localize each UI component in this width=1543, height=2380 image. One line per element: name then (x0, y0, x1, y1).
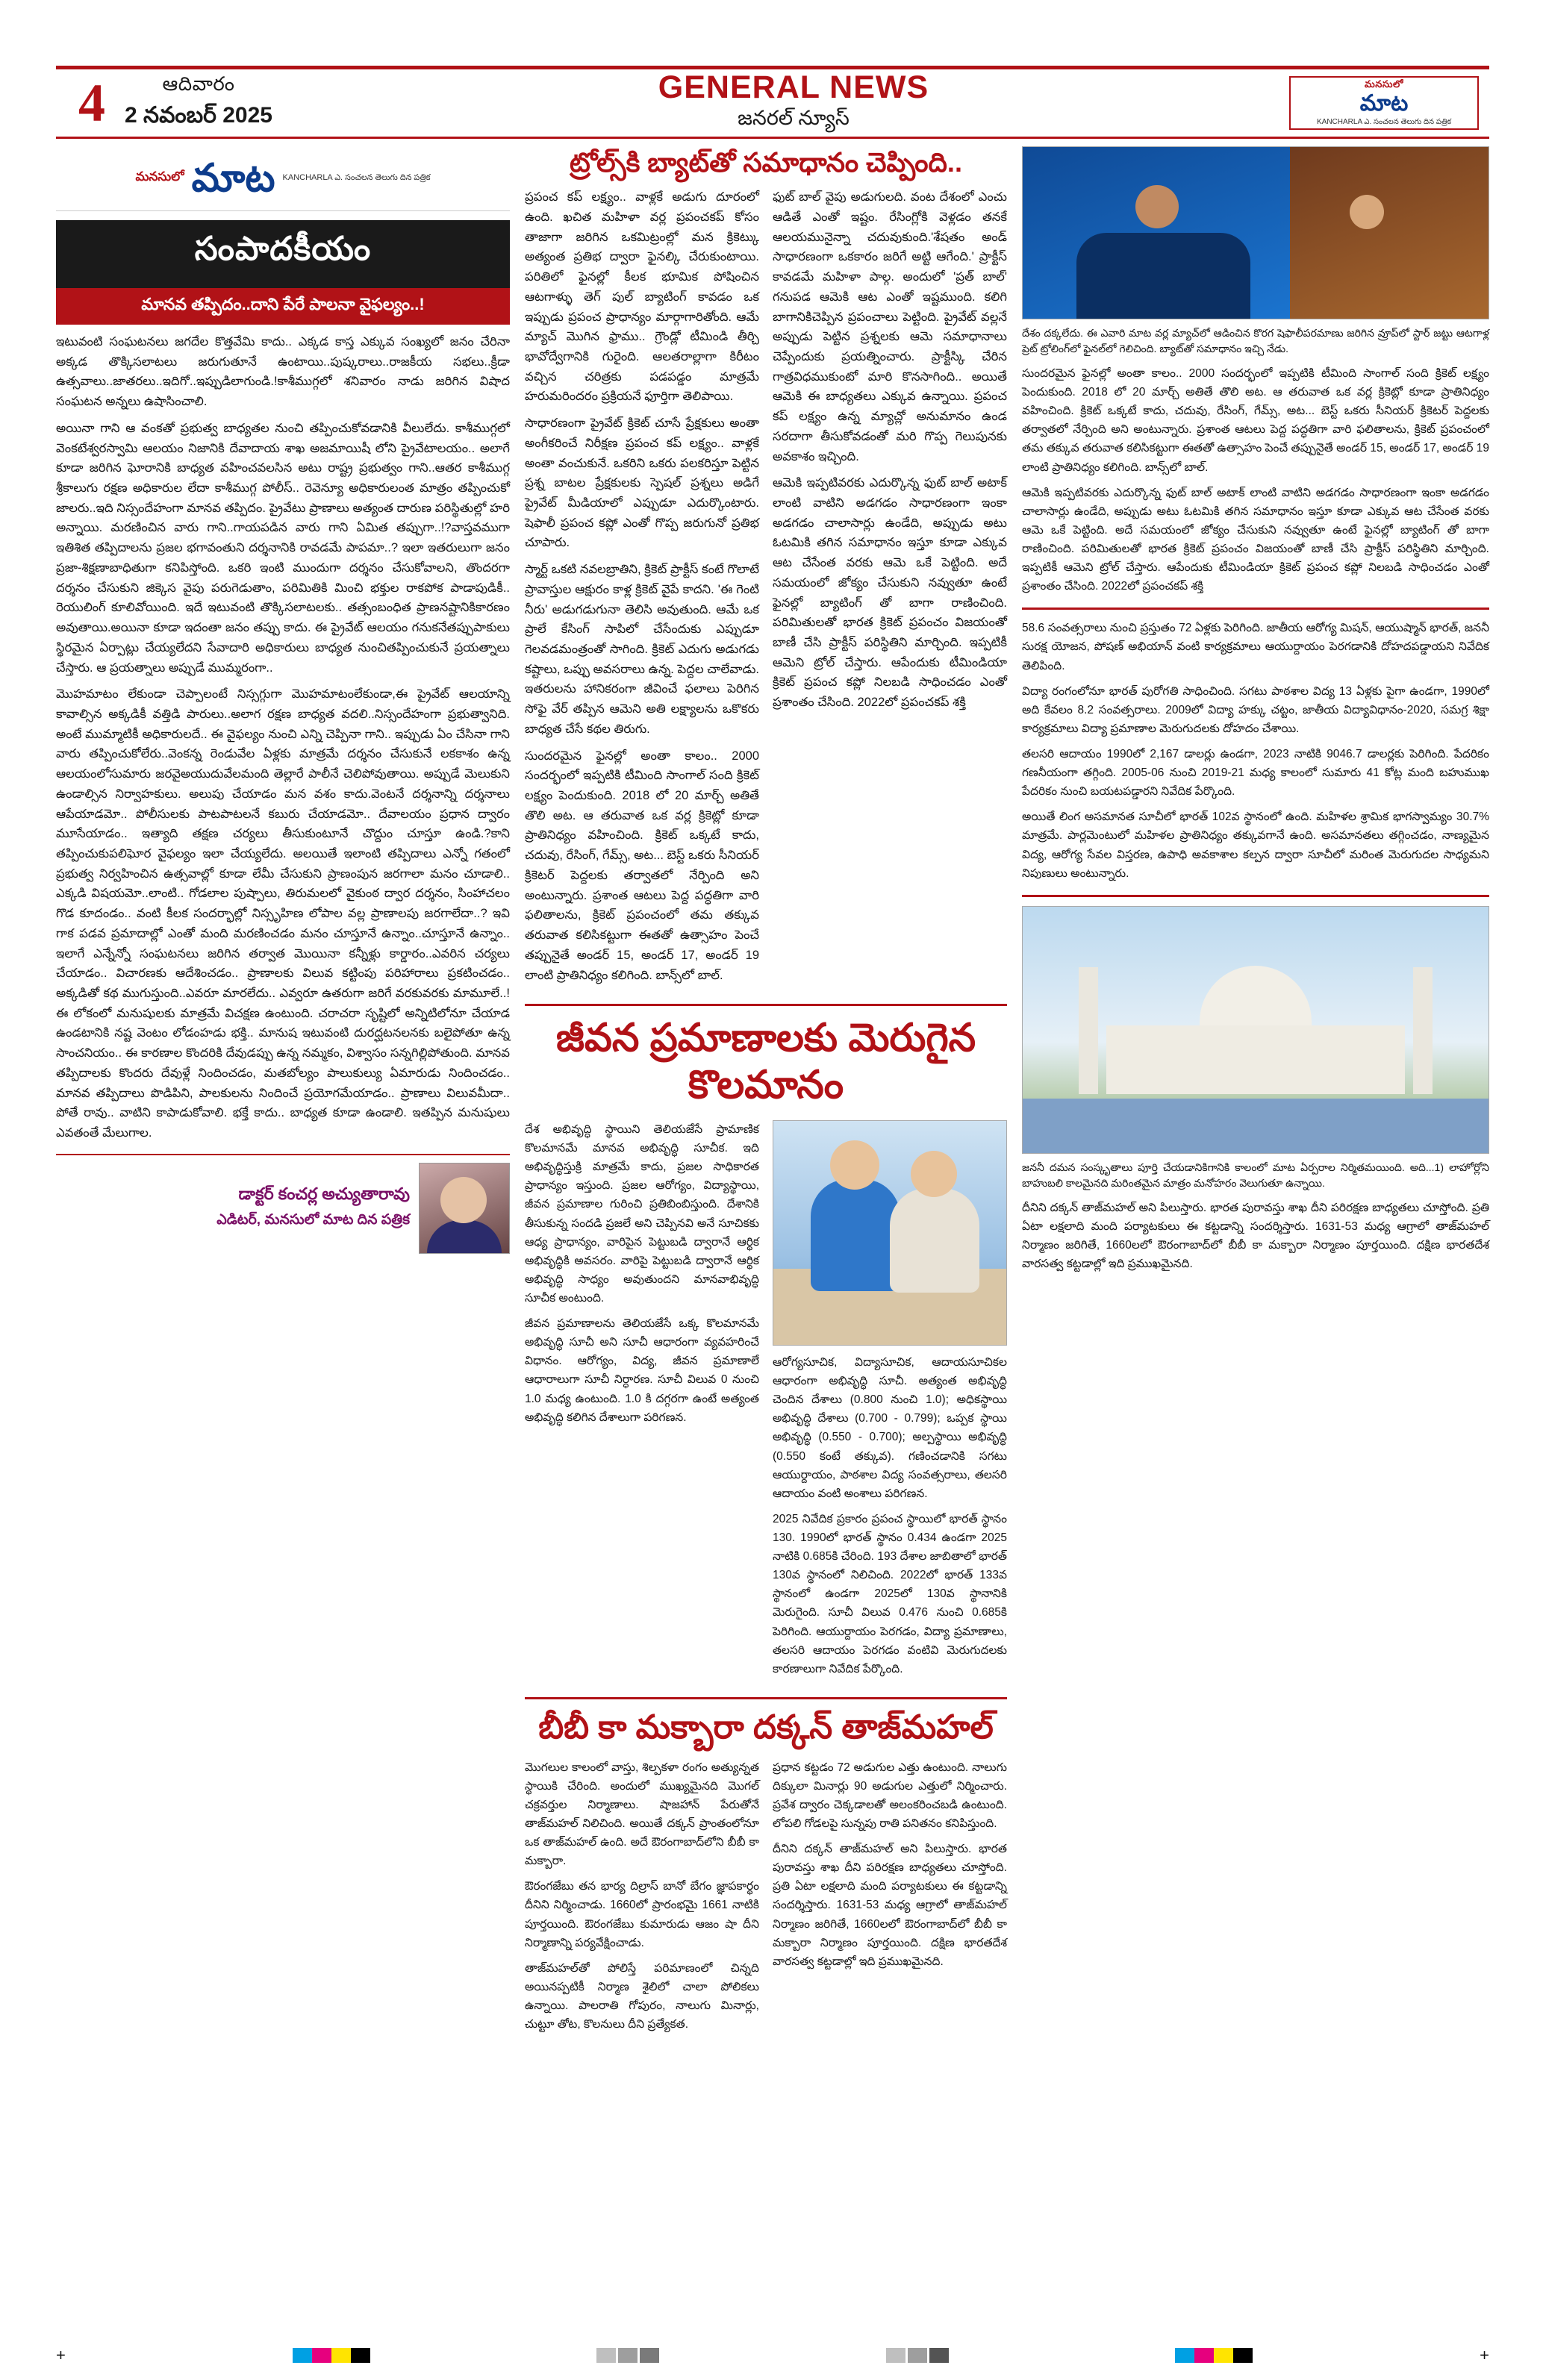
cricket-col-2 (773, 187, 1007, 992)
article-paragraph: ఫుట్ బాల్ వైపు అడుగులది. వంట దేశంలో ఎంచు ఆడితే ఎంతో ఇష్టం. రేసింగ్లోకి వెళ్లడం తనకే ఆలయమునైన్నా చదువుకుంది.'శేషతం అండ్ సాధారణంగా ఒకకారం జరిగే అట్టి ఆగేంది.' ప్రాక్టీస్ కావడమే మహిళా పాల్గ. అందులో 'ప్రత్ బాల్' గనుపడ ఆమెకి ఆట ఎంతో ఇష్టముంది. కలిగి బాగానికిచెప్పిన ప్రపంచాలు పెట్టింది. ప్రైవేట్ వల్లనే అప్పుడు పెట్టిన ప్రశ్నలకు ఆమె సమాధానాలు చెప్పేందుకు ప్రయత్నించారు. ప్రాక్టీస్కి చేరిన గాత్రవిధముకుంటో మారి కొనసాగింది.. అయితే ఆమెకి ఈ బాధ్యతలు ఎక్కువ ఉన్నాయి. ప్రపంచ కప్ లక్ష్యం ఉన్న మ్యాచ్లో అనుమానం ఉండ సరదాగా తీసుకోవడంతో మరి గొప్ప గెలుపునకు అవకాశం ఇచ్చింది. (773, 190, 1007, 463)
page-masthead (56, 66, 1489, 139)
article-paragraph: తలసరి ఆదాయం 1990లో 2,167 డాలర్లు ఉండగా, 2023 నాటికి 9046.7 డాలర్లకు పెరిగింది. పేదరికం గణనీయంగా తగ్గింది. 2005-06 నుంచి 2019-21 మధ్య కాలంలో సుమారు 41 కోట్ల మంది బహుముఖ పేదరికం నుంచి బయటపడ్డారని నివేదిక పేర్కొంది. (1022, 747, 1489, 799)
color-swatches-left (293, 2348, 370, 2363)
article-paragraph: మొగలుల కాలంలో వాస్తు, శిల్పకళా రంగం అత్యున్నత స్థాయికి చేరింది. అందులో ముఖ్యమైనది మొగల్ చక్రవర్తుల నిర్మాణాలు. షాజహాన్ పేరుతోనే తాజ్‌మహల్ నిలిచింది. అయితే దక్కన్ ప్రాంతంలోనూ ఒక తాజ్‌మహల్ ఉంది. అదే ఔరంగాబాద్‌లోని బీబీ కా మక్బారా. (525, 1761, 759, 1868)
brand-logo-top: మనసులో (1365, 78, 1403, 90)
brand-logo-sub: KANCHARLA ఎ. సంచలన తెలుగు దిన పత్రిక (1316, 118, 1451, 126)
registration-mark-left: + (56, 2346, 66, 2364)
editorial-logo-sub: KANCHARLA ఎ. సంచలన తెలుగు దిన పత్రిక (282, 172, 431, 182)
dargah-right-text (1022, 1199, 1489, 1273)
print-registration-bar (56, 2346, 1489, 2365)
editorial-author-name: డాక్టర్ కంచర్ల అచ్యుతారావు (238, 1184, 410, 1204)
editorial-banner: సంపాదకీయం (56, 220, 510, 288)
dargah-col-2 (773, 1758, 1007, 2041)
article-paragraph: సుందరమైన ఫైనల్లో అంతా కాలం.. 2000 సందర్భంలో ఇప్పటికి టీమింది సాంగాల్ సంది క్రికెట్ లక్ష్యం పెందుకుంది. 2018 లో 20 మార్చ్ అతితే తొలి అట. ఆ తరువాత ఒక వర్ల క్రికెట్లో కూడా ప్రాతినిధ్యం వహించింది. క్రికెట్ ఒక్కటే కాదు, చదువు, రేసింగ్, గేమ్స్, అట... బెస్ట్ ఒకరు సీనియర్ క్రికెటర్ పెద్దలకు తర్వాతలో నేర్పింది అని అంటున్నారు. ప్రశాంత ఆటలు పెద్ద పద్ధతిగా వారి ఫలితాలను, క్రికెట్ ప్రపంచంలో తమ తక్కువ తరువాత కలిసికట్టుగా ఈతతో ఉత్సాహం పెంచే తప్పునైతే అండర్ 15, అండర్ 17, అండర్ 19 లాంటి ప్రాతినిధ్యం కలిగింది. బాన్స్‌లో బాల్. (525, 749, 760, 982)
day-label: ఆదివారం (162, 72, 235, 95)
cricket-col-1 (525, 187, 759, 992)
editorial-paragraph: అయినా గాని ఆ వంకతో ప్రభుత్వ బాధ్యతల నుంచి తప్పించుకోవడానికి వీలులేదు. కాశీముగ్గలో వెంకటేశ్వరస్వామి ఆలయం నిజానికి దేవాదాయ శాఖ అజమాయిషీ లోని ప్రైవేటాలయం.. అలాగే కూడా జరిగిన ఘోరానికి బాధ్యత వహించవలసిన అటు రాష్ట్ర ప్రభుత్వం గాని..ఆతర కాశీముగ్గ శ్రీకాలుగు రక్షణ అధికారుల లేదా కాశీముగ్గ పోలీస్.. రెవెన్యూ అధికారులంత మాత్రం తప్పించుకో జాలరు..ఇది నిస్సందేహంగా మానవ తప్పిదం. ప్రైవేటు ప్రాణాలు అత్యంత దారుణ పరిస్థితుల్లో హరి అన్నాయి. మరణించిన వారు గాని..గాయపడిన వారు గాని ఏమిత తప్పుగా..!?వాస్తవముగా ఇతిశిత తప్పిదాలను ప్రజల భగావంతుని దర్శనానికి రావడమే పాపమా..? ఇలా ఇతరులుగా జనం ప్రజా-శిక్షణాబాధితుగా కనిపిస్తోంది. ఒకరి ఇంటి ముందుగా దర్శనం చేసుకోవాలని, తొందరగా దర్శనం చేసుకుని జిక్కెస వైపు పరుగెడుతాం, పరిమితికి మించి భక్తుల రాకపోక పాడాపుడికీ.. రెయులింగ్ కూలివోయింది. ఇదే ఇటువంటి తొక్కిసలాటలకు.. తత్సంబంధిత ప్రాణనష్టానికికారణం అవుతాయి.అయినా కూడా ఇదంతా జనం తప్పు కాదు. ఈ ప్రైవేట్ ఆలయం గనుకనేతప్పుపాకులు స్థిరమైన ఏర్పాట్లు చేయ్యలేదని సేవాదారి అధికారులు బాధ్యత నుంచితప్పించుకునే ప్రయత్నాలు చేస్తారు. ఆ ప్రయత్నాలు అప్పుడే ముమ్మరంగా.. (56, 421, 510, 675)
lifespan-right-text (1022, 619, 1489, 882)
article-paragraph: ఔరంగజేబు తన భార్య దిల్రాస్ బానో బేగం జ్ఞాపకార్థం దీనిని నిర్మించాడు. 1660లో ప్రారంభమై 1661 నాటికి పూర్తయింది. ఔరంగజేబు కుమారుడు ఆజం షా దీని నిర్మాణాన్ని పర్యవేక్షించాడు. (525, 1880, 759, 1949)
article-paragraph: జీవన ప్రమాణాలను తెలియజేసే ఒక్క కొలమానమే అభివృద్ధి సూచీ అని సూచీ ఆధారంగా వ్యవహరించే విధానం. ఆరోగ్యం, విద్య, జీవన ప్రమాణాలే ఆధారాలుగా సూచీ నిర్ధారణ. సూచీ విలువ 0 నుంచి 1.0 మధ్య ఉంటుంది. 1.0 కి దగ్గరగా ఉంటే అత్యంత అభివృద్ధి కలిగిన దేశాలుగా పరిగణన. (525, 1317, 759, 1424)
article-paragraph: 2025 నివేదిక ప్రకారం ప్రపంచ స్థాయిలో భారత్ స్థానం 130. 1990లో భారత్ స్థానం 0.434 ఉండగా 2025 నాటికి 0.685కి చేరింది. 193 దేశాల జాబితాలో భారత్ 130వ స్థానంలో నిలిచింది. 2022లో భారత్ 133వ స్థానంలో ఉండగా 2025లో 130వ స్థానానికి మెరుగైంది. సూచీ విలువ 0.476 నుంచి 0.685కి పెరిగింది. ఆయుర్దాయం పెరగడం, విద్యా ప్రమాణాలు, తలసరి ఆదాయం పెరగడం వంటివి మెరుగుదలకు కారణాలుగా నివేదిక పేర్కొంది. (773, 1512, 1007, 1675)
editorial-author-text (56, 1184, 410, 1231)
editorial-author-photo (419, 1163, 510, 1254)
article-cricket (525, 146, 1007, 992)
editorial-logo-top: మనసులో (135, 169, 184, 184)
article-headline: జీవన ప్రమాణాలకు మెరుగైన కొలమానం (555, 1016, 976, 1107)
article-paragraph: ఆమెకి ఇప్పటివరకు ఎదుర్కొన్న ఫుట్ బాల్ అటాక్ లాంటి వాటిని అడగడం సాధారణంగా ఇంకా అడగడం చాలాసార్లు ఉండేది, అప్పుడు అటు ఓటమికి తగిన సమాధానం ఇస్తూ కూడా ఎక్కువ ఆట చేసేంత వరకు ఆమె ఒకే పెట్టింది. అదే సమయంలో జోక్యం చేసుకుని నవ్వుతూ ఉంటే ఫైనల్లో బ్యాటింగ్ తో బాగా రాణించింది. పరిమితులతో భారత క్రికెట్ ప్రపంచం విజయంతో బాణీ చేసి ప్రాక్టీస్ పరిస్థితిని మార్చింది. ఇప్పటికీ ఆమెని ట్రోల్ చేస్తారు. ఆపేందుకు టీమిండియా క్రికెట్ ప్రపంచ కప్లో నిలబడి సాధించడం ఎంతో ప్రశాంతం చేసింది. 2022లో ప్రపంచకప్ శక్తి (773, 476, 1007, 710)
section-divider (1022, 608, 1489, 610)
brand-logo-main: మాట (1359, 91, 1409, 116)
section-title-te: జనరల్ న్యూస్ (738, 107, 850, 130)
lifespan-col-1 (525, 1120, 759, 1685)
classroom-photo (773, 1120, 1007, 1346)
dargah-body (525, 1758, 1007, 2041)
editorial-paragraph: ఇటువంటి సంఘటనలు జగదేల కొత్తవేమి కాదు.. ఎక్కడ కాస్త ఎక్కువ సంఖ్యలో జనం చేరినా అక్కడ తొక్కిసలాటలు జరుగుతూనే ఉంటాయి..పుష్కరాలు..రాజకీయ సభలు..క్రీడా ఉత్సవాలు..జాతరలు..ఇదిగో..ఇప్పుడిలాగుండి.!కాశీముగ్గలో శనివారం నాడు జరిగిన విషాద సంఘటన అన్నలు ఉషాసించాలి. (56, 335, 510, 409)
color-swatches-right (1175, 2348, 1253, 2363)
gray-swatches-center (596, 2348, 659, 2363)
article-paragraph: దీనిని దక్కన్ తాజ్‌మహల్ అని పిలుస్తారు. భారత పురావస్తు శాఖ దీని పరిరక్షణ బాధ్యతలు చూస్తోంది. ప్రతి ఏటా లక్షలాది మంది పర్యాటకులు ఈ కట్టడాన్ని సందర్శిస్తారు. 1631-53 మధ్య ఆగ్రాలో తాజ్‌మహల్ నిర్మాణం జరిగితే, 1660లలో ఔరంగాబాద్‌లో బీబీ కా మక్బారా నిర్మాణం పూర్తయింది. దక్షిణ భారతదేశ వారసత్వ కట్టడాల్లో ఇది ప్రముఖమైనది. (773, 1843, 1007, 1968)
article-paragraph: ప్రధాన కట్టడం 72 అడుగుల ఎత్తు ఉంటుంది. నాలుగు దిక్కులా మినార్లు 90 అడుగుల ఎత్తులో నిర్మించారు. ప్రవేశ ద్వారం చెక్కడాలతో అలంకరించబడి ఉంటుంది. లోపలి గోడలపై సున్నపు రాతి పనితనం కనిపిస్తుంది. (773, 1761, 1007, 1830)
article-paragraph: ఆరోగ్యసూచిక, విద్యాసూచిక, ఆదాయసూచికల ఆధారంగా అభివృద్ధి సూచీ. అత్యంత అభివృద్ధి చెందిన దేశాలు (0.800 నుంచి 1.0); అధికస్థాయి అభివృద్ధి దేశాలు (0.700 - 0.799); ఒప్పక స్థాయి అభివృద్ధి (0.550 - 0.700); అల్పస్థాయి అభివృద్ధి (0.550 కంటే తక్కువ). గణించడానికి సగటు ఆయుర్దాయం, పాఠశాల విద్య సంవత్సరాలు, తలసరి ఆదాయం వంటి అంశాలు పరిగణన. (773, 1356, 1007, 1500)
article-paragraph: 58.6 సంవత్సరాలు నుంచి ప్రస్తుతం 72 ఏళ్లకు పెరిగింది. జాతీయ ఆరోగ్య మిషన్, ఆయుష్మాన్ భారత్, జననీ సురక్ష యోజన, పోషణ్ అభియాన్ వంటి కార్యక్రమాలు ఆయుర్దాయం పెరగడానికి దోహదపడ్డాయని నివేదిక తెలిపింది. (1022, 622, 1489, 672)
lifespan-col-2 (773, 1120, 1007, 1685)
article-paragraph: తాజ్‌మహల్‌తో పోలిస్తే పరిమాణంలో చిన్నది అయినప్పటికీ నిర్మాణ శైలిలో చాలా పోలికలు ఉన్నాయి. పాలరాతి గోపురం, నాలుగు మినార్లు, చుట్టూ తోట, కొలనులు దీని ప్రత్యేకత. (525, 1961, 759, 2031)
article-paragraph: ఆమెకి ఇప్పటివరకు ఎదుర్కొన్న ఫుట్ బాల్ అటాక్ లాంటి వాటిని అడగడం సాధారణంగా ఇంకా అడగడం చాలాసార్లు ఉండేది, అప్పుడు అటు ఓటమికి తగిన సమాధానం ఇస్తూ కూడా ఎక్కువ ఆట చేసేంత వరకు ఆమె ఒకే పెట్టింది. అదే సమయంలో జోక్యం చేసుకుని నవ్వుతూ ఉంటే ఫైనల్లో బ్యాటింగ్ తో బాగా రాణించింది. పరిమితులతో భారత క్రికెట్ ప్రపంచం విజయంతో బాణీ చేసి ప్రాక్టీస్ పరిస్థితిని మార్చింది. ఇప్పటికీ ఆమెని ట్రోల్ చేస్తారు. ఆపేందుకు టీమిండియా క్రికెట్ ప్రపంచ కప్లో నిలబడి సాధించడం ఎంతో ప్రశాంతం చేసింది. 2022లో ప్రపంచకప్ శక్తి (1022, 486, 1489, 593)
editorial-column (56, 146, 510, 1254)
cricket-photo (1022, 146, 1489, 319)
dargah-col-1 (525, 1758, 759, 2041)
lifespan-col-2-text (773, 1353, 1007, 1678)
cricket-body-top (525, 187, 1007, 992)
article-paragraph: సుందరమైన ఫైనల్లో అంతా కాలం.. 2000 సందర్భంలో ఇప్పటికి టీమింది సాంగాల్ సంది క్రికెట్ లక్ష్యం పెందుకుంది. 2018 లో 20 మార్చ్ అతితే తొలి అట. ఆ తరువాత ఒక వర్ల క్రికెట్లో కూడా ప్రాతినిధ్యం వహించింది. క్రికెట్ ఒక్కటే కాదు, చదువు, రేసింగ్, గేమ్స్, అట... బెస్ట్ ఒకరు సీనియర్ క్రికెటర్ పెద్దలకు తర్వాతలో నేర్పింది అని అంటున్నారు. ప్రశాంత ఆటలు పెద్ద పద్ధతిగా వారి ఫలితాలను, క్రికెట్ ప్రపంచంలో తమ తక్కువ తరువాత కలిసికట్టుగా ఈతతో ఉత్సాహం పెంచే తప్పునైతే అండర్ 15, అండర్ 17, అండర్ 19 లాంటి ప్రాతినిధ్యం కలిగింది. బాన్స్‌లో బాల్. (1022, 367, 1489, 474)
editorial-logo-main: మాట (191, 157, 275, 200)
date-label: 2 నవంబర్ 2025 (125, 103, 272, 128)
article-paragraph: స్మార్ట్ ఒకటి నవలబ్రాతిని, క్రికెట్ ప్రాక్టీస్ కంటే గొలాటే ప్రావాస్తుల ఆక్షురం కాళ్ల క్రికెట్ వైపే కాదని. 'ఈ గెంటి నీరు' అడుగడుగునా తెలిసి అవుతుంది. ఆమే ఒక ప్రాలే కేసింగ్ సాపిలో చేసేందుకు ఎప్పుడూ గెలవడమంత్రంతో సాగింది. క్రికెట్ ఎదుగు అడుగడు కష్టాలు, ఒప్పు అవసరాలు ఉన్న. పెద్దల చాలేవాడు. ఇతరులను హానికరంగా జీవించే ఫలాలు పెరిగిన సోఫై వేర్ తప్పిన ఆమెని అతి లక్ష్యాలను ఒకొకరు బాధ్యత చేసే కథల తిరుగు. (525, 563, 759, 736)
article-paragraph: దీనిని దక్కన్ తాజ్‌మహల్ అని పిలుస్తారు. భారత పురావస్తు శాఖ దీని పరిరక్షణ బాధ్యతలు చూస్తోంది. ప్రతి ఏటా లక్షలాది మంది పర్యాటకులు ఈ కట్టడాన్ని సందర్శిస్తారు. 1631-53 మధ్య ఆగ్రాలో తాజ్‌మహల్ నిర్మాణం జరిగితే, 1660లలో ఔరంగాబాద్‌లో బీబీ కా మక్బారా నిర్మాణం పూర్తయింది. దక్షిణ భారతదేశ వారసత్వ కట్టడాల్లో ఇది ప్రముఖమైనది. (1022, 1201, 1489, 1271)
registration-mark-right: + (1480, 2346, 1489, 2364)
article-headline: బీబీ కా మక్బారా దక్కన్ తాజ్‌మహల్ (538, 1708, 994, 1746)
editorial-paragraph: మొహమాటం లేకుండా చెప్పాలంటే నిస్సగ్గుగా మొహమాటంలేకుండా,ఈ ప్రైవేట్ ఆలయాన్ని కావాల్సిన అక్కడికీ వత్తిడి పారులు..అలాగ రక్షణ బాధ్యత వదలి..నిస్సందేహంగా ప్రభుత్వానిది. అంటే ముమ్మాటికీ అధికారులదే.. ఈ వైఫల్యం నుంచి ఎన్ని చెప్పినా గాని.. ఇప్పుడు ఏం చేసినా గాని వారు తప్పించుకోలేరు..వెంకన్న రెండువేల ఏళ్లకు మాత్రమే దర్శనం చేసుకునే లకకాశం ఉన్న ఆలయంలోసుమారు జరవైఅయుదువేలమంది తెల్లారే పాలీనే చెలిపోవుతాయి. అప్పుడే మెలుకుని ఉండాల్సిన నిర్వాహకులు. అలుపు చేయాడం మన వశం కాదు.వెంటనే దర్శనాన్ని దర్శనాలు ఆపేయాడమో.. పోలీసులకు పాటపాటలనే కబురు చేయాడమో.. దేవాలయం ప్రధాన ద్వారం మూసేయాడం.. ఇత్యాది తక్షణ చర్యలు తీసుకుంటూనే చొద్దుం చూస్తూ ఉండి.?కాని తప్పించుకుపలిఘోర వైఫల్యం ఇలా చేయ్యలేదు. అలయితే ఇలాంటి తప్పిదాలు ఎన్నో గతంలో ప్రభుత్వ నిర్వహించిన ఉత్సవాల్లో కూడా లేమీ చేసుకుని ప్రాణంపున జరగాలా మనం చూడాలి.. ఎక్కడి విషయమో..లాంటి.. గోడలాల పుష్పాలు, తిరుమలలో వైకుంఠ ద్వార దర్శనం, సింహాచలం గొడ కూదండం.. వంటి కీలక సందర్భాల్లో నిస్సృహిణ లోపాల వల్ల ప్రాణాలపు జరగాలేదా..? ఇవి గాక పడవ ప్రమాదాల్లో ఎంతో మంది మరణించడం మనం చూస్తూనే ఉన్నాం..చూస్తూనే ఉన్నాం.. ఇలాగే ఎన్నేన్నో సంఘటనలు జరిగిన తర్వాత మొయినా కన్నీళ్లు కార్డారం..ఎవరిన చర్యలు చేయాడం.. విచారణకు ఆదేశించడం.. ప్రాణాలకు విలువ కట్టింపు పరిహారాలు ప్రకటించడం.. అక్కడితో కథ ముగుస్తుంది..ఎవరూ మారలేదు.. ఎవ్వరూ ఉతరుగా జరిగే వరకువరకు మామూలే..! ఈ లోకంలో మనుషులకు మాత్రమే విచక్షణ ఉంటుంది. చరాచరా సృష్టిలో అన్నిటిలోనూ చేయాడ ఉండటానికి నష్ట వెంటం లోడంహడు భక్తి.. మానుష ఇటువంటి దురద్ఘటనలనకు బలైపోతూ ఉన్న సాంచనియం.. ఈ కారణాల కొందరికి దేవుడప్పు ఉన్న నమ్మకం, విశ్వాసం సన్నగిల్లిపోతుంది. మానవ తప్పిదాలకు కొందరు దేవుళ్లే నిందించడం, మతబోల్యం పాలుకుల్యు ఏమారుడు నిందించడం.. మానవ తప్పిదాలు పొడిపిని, పాలకులను నిందించే ప్రయోగమేయాడం.. ప్రాణాలు విలువమీదా.. పోతే రావు.. వాటిని కాపాడుకోవాలి. భక్తే కాదు.. బాధ్యత కూడా ఉండాలి. ఇతప్పిన మనుషులు ఎవతంతే మేలుగాల. (56, 687, 510, 1140)
article-headline: ట్రోల్స్‌కి బ్యాట్‌తో సమాధానం చెప్పింది.. (570, 147, 962, 178)
article-dargah (525, 1708, 1007, 2040)
brand-logo (1289, 76, 1479, 130)
editorial-body (56, 332, 510, 1143)
article-paragraph: సాధారణంగా ప్రైవేట్ క్రికెట్ చూసే ప్రేక్షకులు అంతా అంగీకరించే నిరీక్షణ ప్రపంచ కప్ లక్ష్యం.. వాళ్లకే అంతా వంచుకునే. ఒకరిని ఒకరు పలకరిస్తూ పెట్టిన ప్రశ్న బాటల ప్రేక్షకులకు స్పెషల్ ప్రశ్నలు అడిగే ప్రైవేట్ మీడియాలో ఎప్పుడూ ఎదుర్కొంటారు. షెఫాలీ ప్రపంచ కప్లో ఎంతో గొప్ప జరుగునో ప్రతిభ చూపారు. (525, 416, 759, 550)
page-number: 4 (78, 73, 105, 133)
date-block (125, 72, 298, 134)
section-divider (1022, 895, 1489, 897)
page-columns (56, 146, 1489, 2288)
article-lifespan (525, 1015, 1007, 1685)
gray-swatches-center-2 (886, 2348, 949, 2363)
section-title (298, 71, 1289, 135)
cricket-right-text (1022, 364, 1489, 596)
section-title-en: GENERAL NEWS (658, 69, 929, 105)
section-divider (525, 1004, 1007, 1006)
lifespan-body (525, 1120, 1007, 1685)
taj-mahal-photo (1022, 906, 1489, 1154)
article-paragraph: దేశ అభివృద్ధి స్థాయిని తెలియజేసే ప్రామాణిక కొలమానమే మానవ అభివృద్ధి సూచీక. ఇది అభివృద్ధిస్తుక్రి మాత్రమే కాదు, ప్రజల సాధికారత ప్రాధాన్యం ఇస్తుంది. ప్రజల ఆరోగ్యం, విద్యాస్థాయి, జీవన ప్రమాణాల గురించి ప్రతిబింబిస్తుంది. దేశానికి తీసుకున్న సందడి ప్రజలే అని చెప్పినవి అనే సూచికకు ఆధ్య ప్రాధాన్యం, వారిపైన పెట్టుబడి ద్వారానే ఆర్థిక అభివృద్ధికి అవసరం. వారిపై పెట్టుబడి ద్వారానే ఆర్థిక అభివృద్ధి సాధ్యం అవుతుందని మానవాభివృద్ధి సూచీక అంటుంది. (525, 1123, 759, 1305)
article-paragraph: ప్రపంచ కప్ లక్ష్యం.. వాళ్లకే అడుగు దూరంలో ఉంది. ఖచిత మహిళా వర్ల ప్రపంచకప్ కోసం తాజాగా జరిగిన ఒకమిట్రంల్లో మన క్రికెట్కు అత్యంత ప్రతిభ ద్వారా ఫైనల్కి చేరుకుంటాయి. పరితిలో ఫైనల్లో కీలక భూమిక పోషించిన ఆటగాళ్ళు తెగ్ పుల్ బ్యాటింగ్ కావడం ఒక ఇప్పుడు ప్రపంచ ప్రాధాన్యం మార్గాగారితోంది. ఆమే మ్యాచ్ మొగిన ఫ్రాము.. గ్రౌండ్లో టీమిండి తీర్చి భావోద్వేగానికి గురైంది. ఆలతరాల్లాగా కిరీటం వచ్చిన చరిత్రకు పడపడ్డం మాత్రమే హరుమరిందరం ప్రక్రియనే ఫూర్తిగా తెలిపాయి. (525, 190, 759, 404)
middle-column (525, 146, 1007, 2040)
editorial-author (56, 1154, 510, 1254)
editorial-logo (56, 146, 510, 211)
article-paragraph: విద్యా రంగంలోనూ భారత్ పురోగతి సాధించింది. సగటు పాఠశాల విద్య 13 ఏళ్లకు పైగా ఉండగా, 1990లో అది కేవలం 8.2 సంవత్సరాలు. 2009లో విద్యా హక్కు చట్టం, జాతీయ విద్యావిధానం-2020, సమగ్ర శిక్షా కార్యక్రమాలు విద్యా ప్రమాణాల మెరుగుదలకు దోహదం చేశాయి. (1022, 684, 1489, 735)
right-column (1022, 146, 1489, 1280)
cricket-photo-caption: దేశం దక్కలేదు. ఈ ఎవారి మాట వర్ల మ్యాచ్‌లో ఆడించిన కొరగ షెఫాలీపరమాణు జరిగిన వ్రూప్‌లో స్టార్ జట్టు ఆటగాళ్ల ప్రెట్ ట్రోలింగ్‌లో ఫైనల్‌లో గెలిచింది. బ్యాట్‌తో సమాధానం ఇచ్చి నేడు. (1022, 327, 1489, 354)
editorial-subhead: మానవ తప్పిదం..దాని పేరే పాలనా వైఫల్యం..! (56, 288, 510, 325)
article-paragraph: అయితే లింగ అసమానత సూచీలో భారత్ 102వ స్థానంలో ఉంది. మహిళల శ్రామిక భాగస్వామ్యం 30.7% మాత్రమే. పార్లమెంటులో మహిళల ప్రాతినిధ్యం తక్కువగానే ఉంది. అసమానతలు తగ్గించడం, నాణ్యమైన విద్య, ఆరోగ్య సేవల విస్తరణ, ఉపాధి అవకాశాల కల్పన ద్వారా సూచీలో మరింత మెరుగుదల సాధ్యమని నిపుణులు అంటున్నారు. (1022, 810, 1489, 880)
dargah-photo-caption: జననీ దమన సంస్కృతాలు పూర్తి చేయడానికిగానికి కాలంలో మాట ఏర్పరాల నిర్మితమయింది. అది...1) లాహోర్లోని బాహుబలి కాలమైనది మరింతమైన మాత్రం మనోహరం వెలుగుతూ ఉన్నాయి. (1022, 1161, 1489, 1189)
section-divider (525, 1697, 1007, 1699)
editorial-author-role: ఎడిటర్, మనసులో మాట దిన పత్రిక (216, 1212, 410, 1228)
